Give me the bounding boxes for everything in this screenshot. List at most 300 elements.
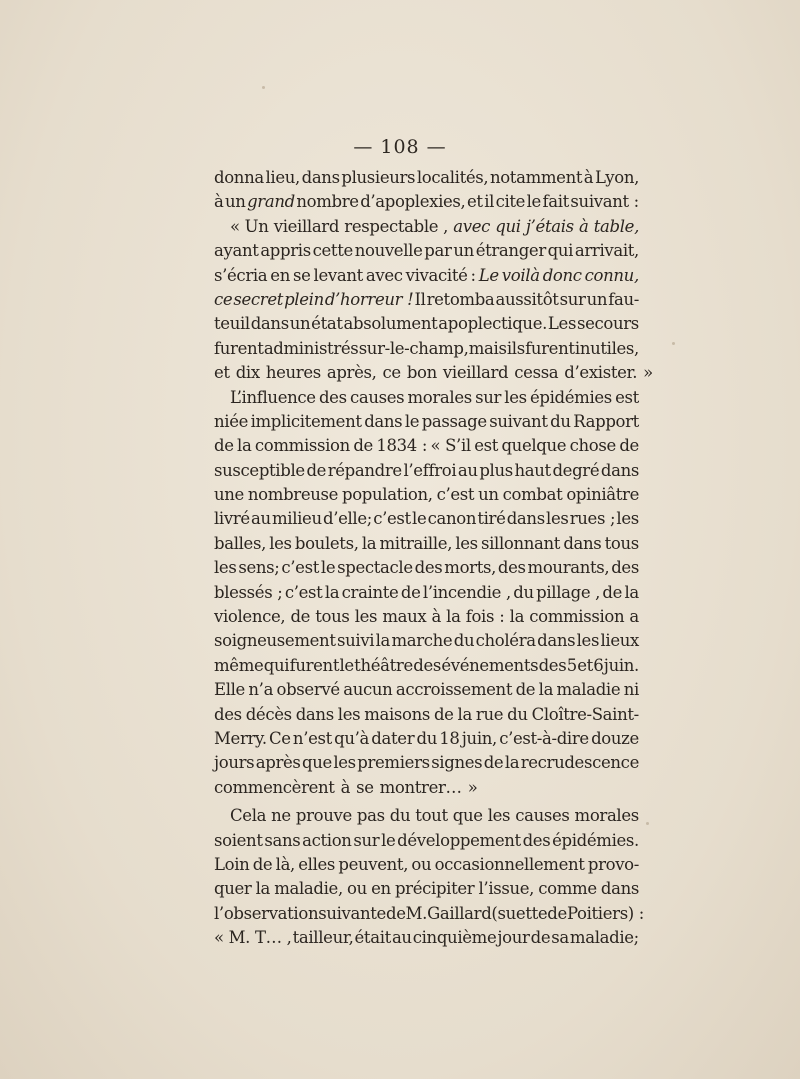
word: boulets, [294,533,359,553]
word: le [320,558,336,578]
word: chose [569,436,616,456]
text-line [214,703,639,727]
word: dans [600,460,639,480]
word: du [507,704,528,724]
italic-word: grand [247,192,295,212]
word: observé [276,680,340,700]
word: les [337,704,361,724]
text-line [214,678,639,702]
word: elles [298,854,336,874]
word: le [526,192,541,212]
word: les [576,631,600,651]
italic-word: secret [233,289,284,309]
word: la [237,436,252,456]
word: des [214,704,242,724]
word: teuil [214,314,250,334]
word: et [214,363,230,383]
word: recrudescence [520,753,639,773]
word: suivant : [570,192,639,212]
word: c’est [281,558,319,578]
word: de [530,928,551,948]
italic-word: à [579,216,589,236]
word: premiers [357,753,430,773]
word: peuvent, [338,854,409,874]
word: n’est [292,728,332,748]
word: d’elle; [322,509,372,529]
word: vieillard [273,216,340,236]
word: décès [245,704,292,724]
word: accroissement [395,680,513,700]
word: montrer… [379,777,462,797]
word: par [424,241,452,261]
word: fois [465,607,495,627]
word: sa [551,928,569,948]
word: suivi [337,631,375,651]
word: la [457,704,472,724]
word: « Un [230,216,269,236]
word: à [431,607,441,627]
italic-word: connu, [584,265,639,285]
word: de [547,903,567,923]
word: des [538,655,567,675]
word: apoplectique. [438,314,548,334]
word: de [252,854,273,874]
word: suivant [489,411,548,431]
word: suivante [318,903,386,923]
word: se [356,777,374,797]
word: à [340,777,351,797]
word: » [643,363,653,383]
word: morts, [444,558,497,578]
word: Rapport [573,411,639,431]
word: respectable , [344,216,448,236]
word: administrés [263,338,359,358]
text-line [214,215,639,239]
word: retomba [426,289,495,309]
word: un [225,192,246,212]
text-line [214,483,639,507]
word: quelque [501,436,567,456]
word: cinquième [412,928,497,948]
word: les [546,509,569,529]
word: occasionnellement [434,854,585,874]
word: spectacle [337,558,413,578]
word: dater [371,728,415,748]
word: signes [431,753,483,773]
text-line [214,926,639,950]
word: au [391,928,412,948]
word: tailleur, [292,928,354,948]
word: niée [214,411,249,431]
italic-word: voilà [501,265,540,285]
word: épidémies [529,387,612,407]
word: jours [214,753,255,773]
word: appris [260,241,311,261]
text-line [214,288,639,312]
word: passage [421,411,487,431]
word: du [389,806,411,826]
italic-word: j’étais [525,216,574,236]
word: pas [356,806,385,826]
word: c’est-à-dire [499,728,589,748]
word: livré [214,509,250,529]
word: l’issue, [478,879,535,899]
word: comme [538,879,597,899]
word: ils [506,338,525,358]
word: maladie, [274,879,343,899]
word: un [586,289,608,309]
word: n’a [248,680,274,700]
word: lieu, [265,168,300,187]
word: ce [382,363,401,383]
word: ayant [214,241,259,261]
word: ne [271,806,291,826]
word: qu’à [334,728,370,748]
word: « M. T… , [214,928,292,948]
text-line [214,629,639,653]
word: en [371,879,391,899]
word: degré [552,460,600,480]
word: étranger [475,241,546,261]
word: Les [547,314,577,334]
word: d’apoplexies, [360,192,466,212]
word: « S’il [430,436,471,456]
word: causes [515,806,570,826]
text-line [214,751,639,775]
word: la [446,607,461,627]
word: susceptible [214,460,305,480]
word: a [629,607,639,627]
word: dans [364,411,403,431]
word: de [619,436,639,456]
word: aussitôt [495,289,559,309]
word: du [416,728,437,748]
word: même [214,655,264,675]
word: (suette [491,903,548,923]
word: du [550,411,571,431]
word: sans [264,830,301,850]
word: : [499,607,505,627]
word: milieu [271,509,322,529]
word: après, [326,363,377,383]
word: les [214,558,237,578]
word: les [269,533,292,553]
word: 1834 : [376,436,428,456]
word: précipiter [394,879,475,899]
word: de [214,436,234,456]
word: Gaillard [427,903,492,923]
word: tous [604,533,639,553]
word: la [509,607,525,627]
word: l’effroi [403,460,457,480]
word: au [251,509,271,529]
word: en [270,265,290,285]
text-line [214,853,639,877]
word: aucun [343,680,393,700]
word: à [214,192,224,212]
word: le [339,655,354,675]
word: c’est [373,509,411,529]
word: ni [623,680,639,700]
text-line [214,337,639,361]
word: notamment [489,168,583,187]
word: donna [214,168,264,187]
word: se [292,265,311,285]
word: les [504,387,527,407]
word: dans [537,631,576,651]
word: canon [427,509,477,529]
word: violence, [214,607,286,627]
word: c’est [284,582,323,602]
word: opiniâtre [566,485,639,505]
word: cite [495,192,526,212]
word: du [453,631,475,651]
word: sur [559,289,586,309]
word: des [414,558,443,578]
word: maladie [556,680,621,700]
paper-speck [646,822,649,825]
word: cette [312,241,353,261]
word: M. [405,903,428,923]
word: une [214,485,244,505]
word: et [466,192,483,212]
text-line [214,581,639,605]
word: maladie; [569,928,639,948]
word: L’influence [230,387,316,407]
word: blessés ; [214,582,283,602]
italic-word: d’horreur ! [324,289,414,309]
word: plus [479,460,513,480]
word: » [467,777,478,797]
word: arrivait, [574,241,639,261]
word: : [470,265,476,285]
word: il [484,192,495,212]
text-line [214,804,639,828]
word: de [400,582,421,602]
word: nouvelle [354,241,423,261]
italic-word: Le [478,265,499,285]
word: levant [313,265,363,285]
word: Ce [268,728,291,748]
word: répandre [327,460,402,480]
word: commencèrent [214,777,335,797]
word: haut [514,460,551,480]
text-line [214,605,639,629]
word: Cloître-Saint- [531,704,639,724]
word: crainte [341,582,399,602]
word: la [504,753,520,773]
word: plusieurs [341,168,416,187]
word: qui [263,655,290,675]
word: douze [591,728,639,748]
word: la [255,879,271,899]
word: juin, [461,728,497,748]
word: un [453,241,474,261]
text-line [214,190,639,214]
word: causes [349,387,405,407]
text-line [214,312,639,336]
word: le [412,509,427,529]
word: Loin [214,854,250,874]
word: population, [341,485,433,505]
word: c’est [436,485,475,505]
word: de [483,753,504,773]
word: morales [574,806,639,826]
word: dans [250,314,289,334]
word: les [616,509,639,529]
word: développement [397,830,521,850]
word: théâtre [354,655,413,675]
word: la [375,631,391,651]
word: ou [347,879,367,899]
word: avec [365,265,403,285]
word: maisons [364,704,430,724]
word: tout [415,806,448,826]
text-line [214,434,639,458]
word: d’exister. [564,363,638,383]
word: heures [265,363,321,383]
word: action [302,830,352,850]
word: est [474,436,499,456]
word: fau- [608,289,639,309]
word: provo- [587,854,639,874]
word: rues ; [569,509,616,529]
text-line [214,829,639,853]
word: de [602,582,623,602]
text-line [214,459,639,483]
text-line [214,239,639,263]
word: l’incendie , [422,582,511,602]
word: pillage , [536,582,601,602]
word: maux [382,607,427,627]
word: la [361,533,377,553]
word: Il [414,289,426,309]
word: les [354,607,378,627]
word: de [433,704,454,724]
word: des [318,387,347,407]
word: état [311,314,343,334]
word: dix [235,363,260,383]
word: de [515,680,536,700]
word: l’observation [214,903,319,923]
word: et [577,655,593,675]
word: 6 [593,655,604,675]
word: un [289,314,311,334]
word: commission [254,436,350,456]
word: était [354,928,391,948]
word: que [301,753,332,773]
italic-word: donc [542,265,582,285]
word: commission [529,607,625,627]
word: que [452,806,483,826]
page-number: — 108 — [353,136,447,158]
word: les [333,753,356,773]
word: quer [214,879,252,899]
word: des [611,558,639,578]
word: bon [406,363,437,383]
text-line [214,264,639,288]
word: des [497,558,526,578]
body-text [214,166,653,951]
word: lieux [600,631,639,651]
word: implicitement [250,411,362,431]
italic-word: ce [214,289,233,309]
word: un [478,485,499,505]
text-line [214,727,639,751]
word: au [457,460,478,480]
text-line [214,361,653,385]
italic-word: avec [453,216,490,236]
text-line [214,877,639,901]
word: inutiles, [574,338,639,358]
word: dans [600,879,639,899]
word: 5 [566,655,577,675]
word: vivacité [405,265,468,285]
word: sillonnant [481,533,561,553]
word: absolument [343,314,438,334]
word: sur-le-champ, [358,338,469,358]
text-line [214,902,645,926]
word: qui [547,241,574,261]
word: localités, [416,168,489,187]
word: sens; [238,558,280,578]
word: tiré [477,509,506,529]
word: après [255,753,301,773]
word: sur [475,387,502,407]
word: fait [542,192,569,212]
word: jour [497,928,530,948]
word: à [583,168,594,187]
word: mourants, [527,558,610,578]
word: de [385,903,406,923]
italic-word: table, [593,216,639,236]
word: balles, [214,533,266,553]
paper-speck [262,86,265,89]
word: furent [214,338,264,358]
word: dans [506,509,545,529]
word: de [306,460,327,480]
word: combat [502,485,563,505]
text-line [214,507,639,531]
word: la [624,582,639,602]
word: Poitiers) : [566,903,645,923]
word: cessa [514,363,559,383]
word: du [513,582,534,602]
word: le [381,830,396,850]
word: les [455,533,478,553]
word: soigneusement [214,631,336,651]
word: marche [391,631,453,651]
word: mitraille, [379,533,453,553]
word: nombreuse [247,485,339,505]
word: événements [441,655,539,675]
word: furent [525,338,575,358]
word: les [487,806,511,826]
word: prouve [295,806,352,826]
word: là, [275,854,295,874]
word: la [538,680,554,700]
word: nombre [296,192,359,212]
text-line [214,654,639,678]
word: secours [576,314,639,334]
word: dans [563,533,602,553]
text-line [214,166,639,190]
word: juin. [603,655,639,675]
word: Merry. [214,728,267,748]
word: de [353,436,373,456]
word: mais [468,338,507,358]
word: s’écria [214,265,268,285]
